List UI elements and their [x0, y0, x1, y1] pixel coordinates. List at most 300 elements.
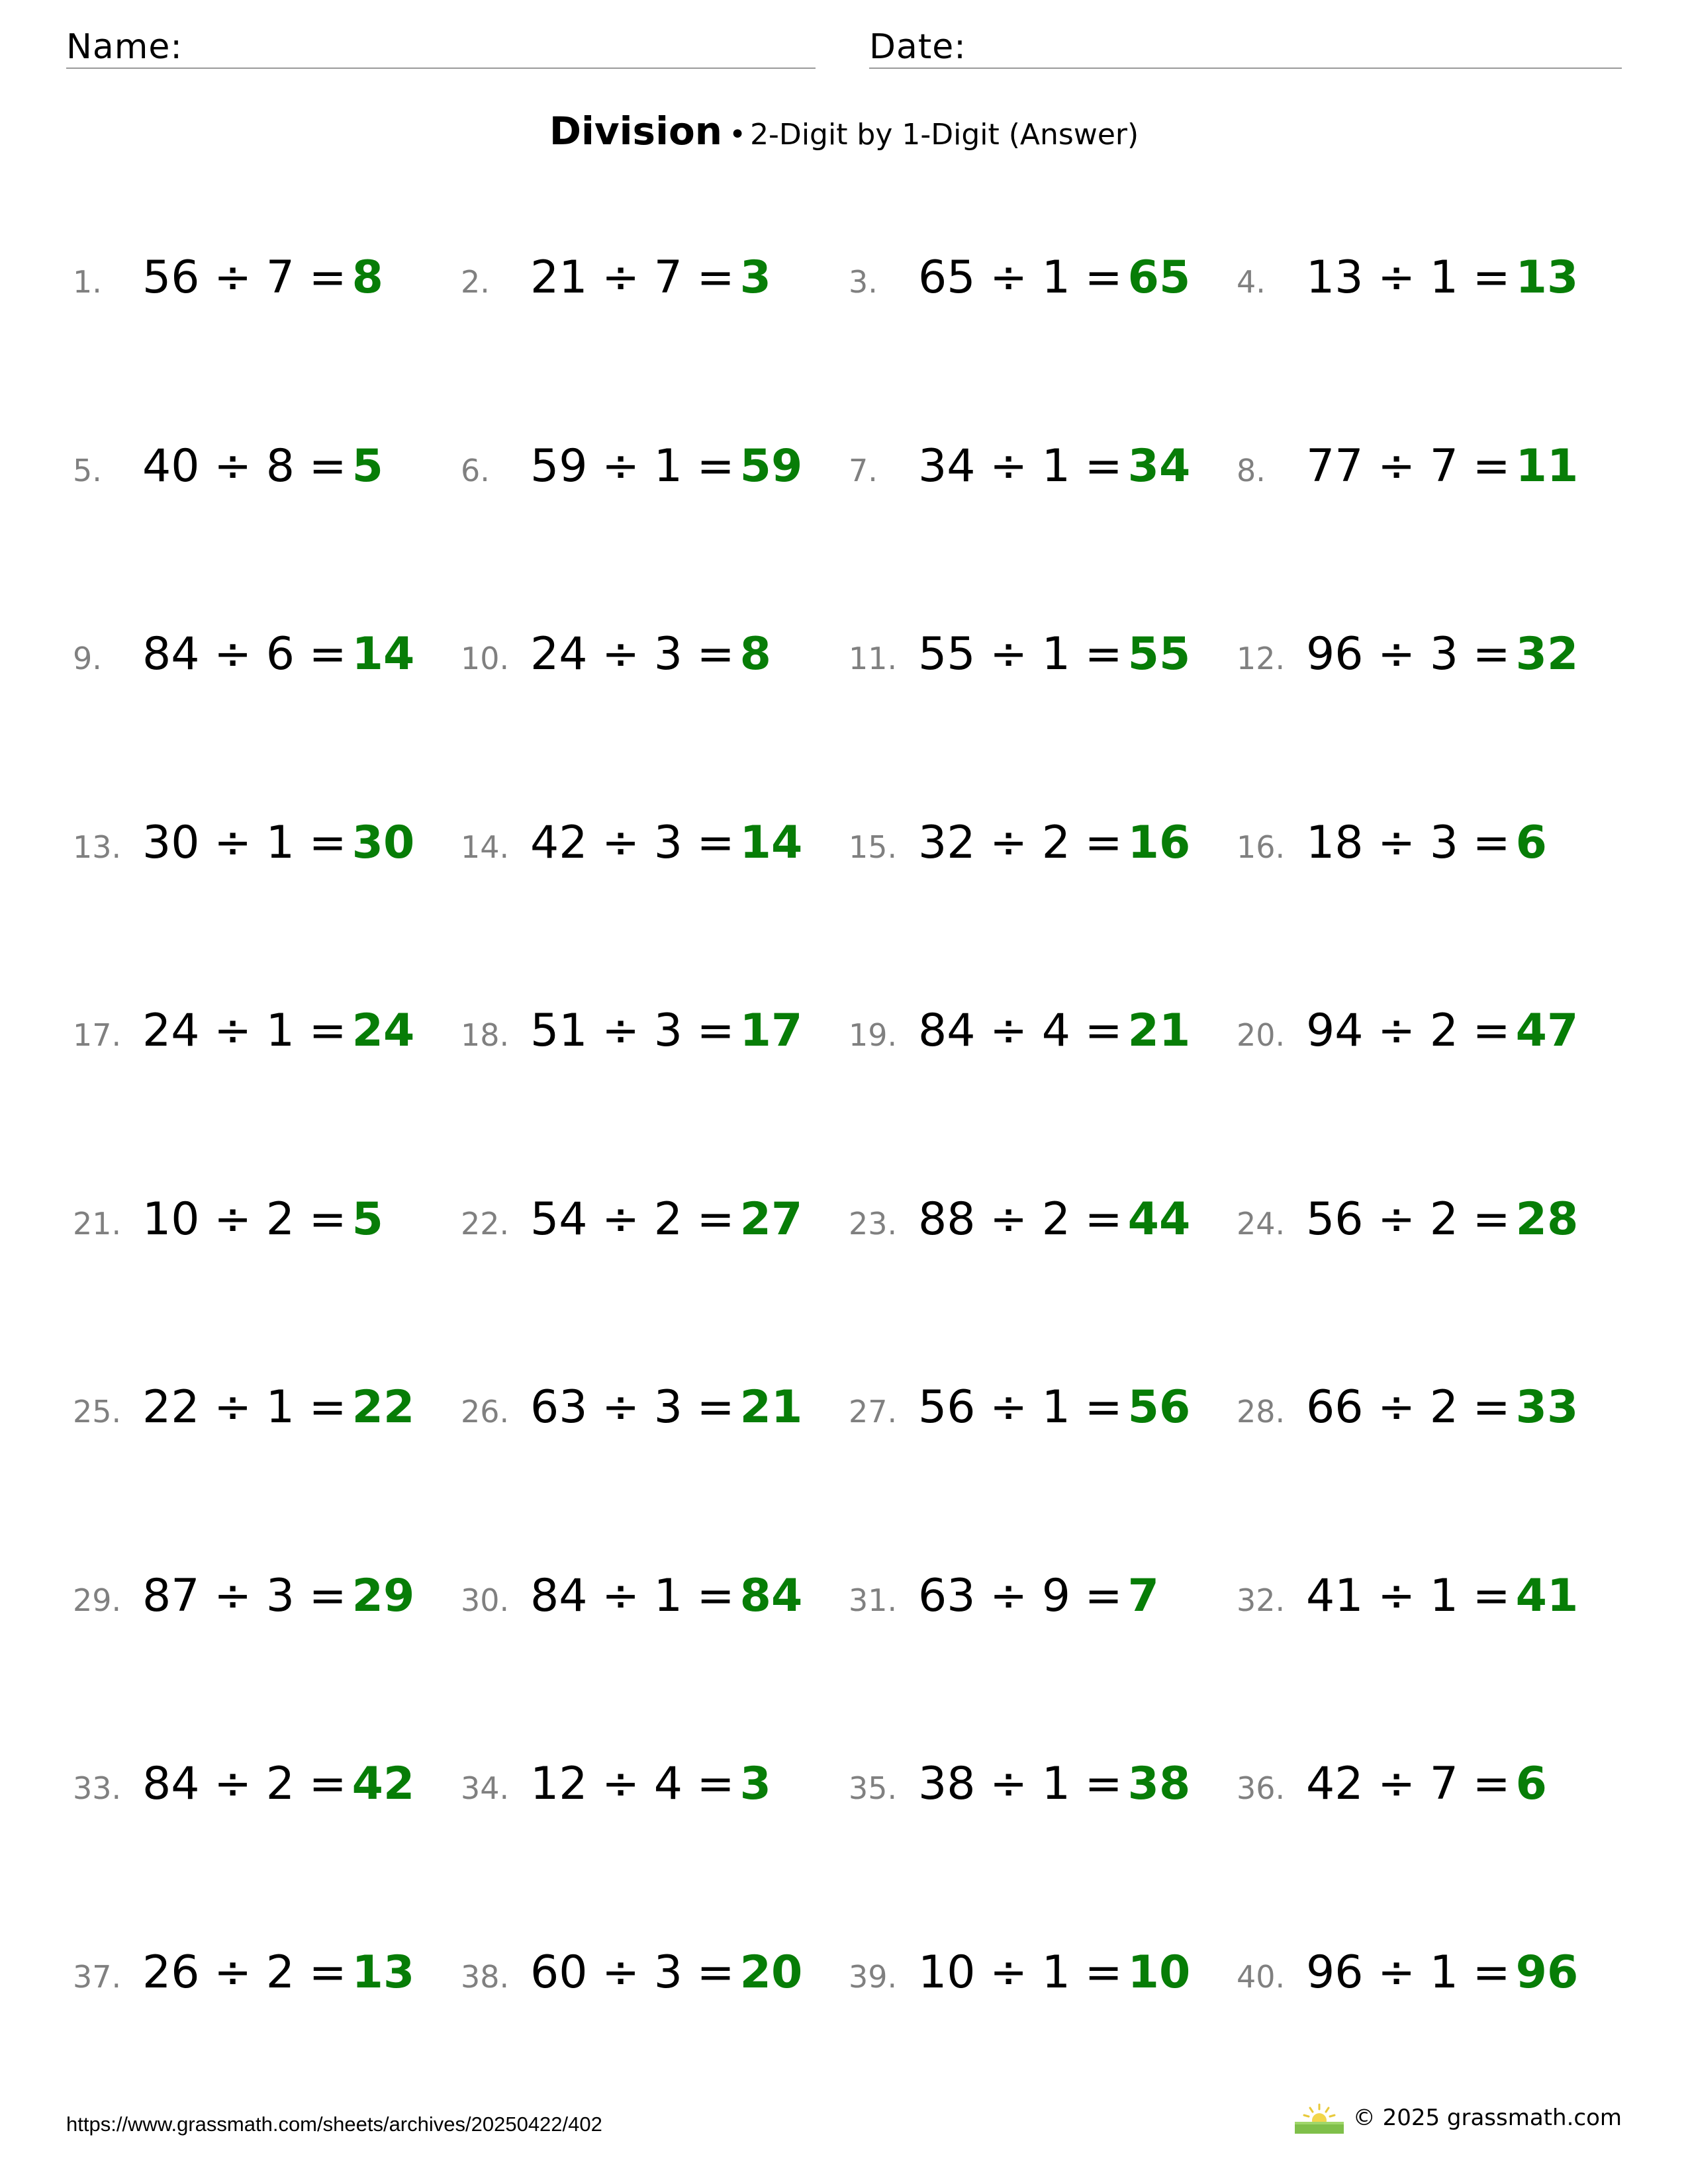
dividend: 34 [918, 439, 976, 492]
problem-answer: 56 [1127, 1381, 1191, 1433]
equals-sign: = [1084, 1193, 1123, 1246]
equals-sign: = [1084, 251, 1123, 304]
divisor: 1 [1041, 439, 1071, 492]
equals-sign: = [696, 816, 735, 869]
title-main: Division [549, 109, 723, 154]
problem-number: 19. [849, 1017, 898, 1053]
problem-expression [530, 817, 735, 869]
divisor: 3 [653, 1005, 683, 1057]
problem-number: 10. [461, 641, 510, 676]
equals-sign: = [696, 1946, 735, 1999]
problem-item [1237, 1946, 1622, 2026]
problem-expression [918, 628, 1123, 680]
equals-sign: = [1472, 251, 1511, 304]
divide-sign: ÷ [990, 1758, 1028, 1810]
divide-sign: ÷ [214, 1946, 252, 1999]
problem-item [461, 628, 849, 707]
title-bullet: • [729, 118, 747, 152]
dividend: 10 [918, 1946, 976, 1999]
date-field[interactable] [869, 26, 1622, 69]
problem-item [73, 1946, 461, 2026]
divide-sign: ÷ [990, 439, 1028, 492]
problem-answer: 22 [352, 1381, 415, 1433]
dividend: 88 [918, 1193, 976, 1246]
equals-sign: = [1084, 1381, 1123, 1433]
divisor: 2 [265, 1193, 295, 1246]
problem-answer: 8 [739, 628, 771, 680]
problem-expression [142, 1570, 347, 1622]
divisor: 8 [265, 439, 295, 492]
problem-item [73, 1193, 461, 1273]
dividend: 60 [530, 1946, 588, 1999]
problem-item [849, 251, 1237, 331]
problem-answer: 8 [352, 251, 383, 304]
dividend: 32 [918, 816, 976, 869]
problem-answer: 14 [739, 816, 803, 869]
problem-answer: 44 [1127, 1193, 1191, 1246]
equals-sign: = [1472, 1569, 1511, 1622]
title-subtitle: 2-Digit by 1-Digit (Answer) [750, 118, 1139, 152]
divisor: 3 [1429, 816, 1459, 869]
problem-expression [142, 1946, 347, 1999]
divide-sign: ÷ [1378, 1569, 1416, 1622]
problem-expression [530, 1946, 735, 1999]
divisor: 1 [1041, 251, 1071, 304]
problem-number: 32. [1237, 1582, 1286, 1618]
problem-expression [530, 1758, 735, 1810]
problem-expression [918, 251, 1123, 304]
problem-expression [918, 1193, 1123, 1246]
problem-item [1237, 628, 1622, 707]
dividend: 87 [142, 1569, 200, 1622]
problem-item [849, 1570, 1237, 1649]
problem-expression [1306, 1570, 1511, 1622]
dividend: 18 [1306, 816, 1364, 869]
problem-expression [530, 1381, 735, 1433]
divisor: 2 [1429, 1005, 1459, 1057]
divisor: 1 [653, 439, 683, 492]
problem-item [461, 1005, 849, 1084]
equals-sign: = [1084, 1005, 1123, 1057]
problem-item [1237, 440, 1622, 520]
equals-sign: = [1472, 1946, 1511, 1999]
problem-number: 27. [849, 1394, 898, 1430]
equals-sign: = [1472, 628, 1511, 680]
date-label: Date: [869, 27, 966, 67]
problem-item [1237, 1570, 1622, 1649]
divide-sign: ÷ [1378, 251, 1416, 304]
problem-answer: 38 [1127, 1758, 1191, 1810]
problem-item [849, 1193, 1237, 1273]
problem-number: 14. [461, 829, 510, 865]
divisor: 1 [265, 1005, 295, 1057]
dividend: 12 [530, 1758, 588, 1810]
problem-expression [530, 440, 735, 492]
problem-answer: 7 [1127, 1569, 1159, 1622]
problem-number: 33. [73, 1770, 122, 1806]
divisor: 1 [1429, 1946, 1459, 1999]
equals-sign: = [308, 251, 347, 304]
problem-expression [918, 1570, 1123, 1622]
dividend: 30 [142, 816, 200, 869]
problem-expression [918, 1946, 1123, 1999]
dividend: 24 [142, 1005, 200, 1057]
problem-answer: 47 [1515, 1005, 1579, 1057]
problem-expression [142, 1381, 347, 1433]
divisor: 4 [653, 1758, 683, 1810]
problem-answer: 6 [1515, 816, 1547, 869]
problem-item [73, 817, 461, 896]
divide-sign: ÷ [214, 1381, 252, 1433]
problems-grid [73, 251, 1622, 2131]
divisor: 3 [653, 628, 683, 680]
divide-sign: ÷ [214, 1193, 252, 1246]
divisor: 1 [265, 1381, 295, 1433]
problem-item [73, 440, 461, 520]
divide-sign: ÷ [214, 1758, 252, 1810]
problem-number: 8. [1237, 452, 1266, 488]
problem-expression [1306, 1005, 1511, 1057]
problem-number: 40. [1237, 1958, 1286, 1995]
problem-answer: 28 [1515, 1193, 1579, 1246]
equals-sign: = [308, 1758, 347, 1810]
equals-sign: = [1472, 439, 1511, 492]
divisor: 3 [1429, 628, 1459, 680]
problem-expression [1306, 1381, 1511, 1433]
equals-sign: = [308, 1381, 347, 1433]
divide-sign: ÷ [1378, 1946, 1416, 1999]
problem-number: 11. [849, 641, 898, 676]
problem-number: 29. [73, 1582, 122, 1618]
problem-expression [142, 628, 347, 680]
problem-number: 39. [849, 1958, 898, 1995]
problem-expression [1306, 817, 1511, 869]
divide-sign: ÷ [1378, 1381, 1416, 1433]
problem-answer: 17 [739, 1005, 803, 1057]
problem-number: 36. [1237, 1770, 1286, 1806]
dividend: 22 [142, 1381, 200, 1433]
divide-sign: ÷ [990, 251, 1028, 304]
divisor: 7 [653, 251, 683, 304]
problem-number: 30. [461, 1582, 510, 1618]
equals-sign: = [308, 1946, 347, 1999]
equals-sign: = [308, 628, 347, 680]
problem-item [461, 440, 849, 520]
divide-sign: ÷ [214, 1005, 252, 1057]
problem-number: 25. [73, 1394, 122, 1430]
problem-item [73, 1758, 461, 1837]
problem-item [1237, 817, 1622, 896]
problem-number: 9. [73, 641, 102, 676]
problem-expression [142, 251, 347, 304]
name-label: Name: [66, 27, 183, 67]
divide-sign: ÷ [214, 628, 252, 680]
worksheet-title [0, 105, 1688, 161]
problem-number: 5. [73, 452, 102, 488]
problem-answer: 5 [352, 439, 383, 492]
divide-sign: ÷ [214, 816, 252, 869]
divisor: 2 [1041, 1193, 1071, 1246]
equals-sign: = [308, 1005, 347, 1057]
problem-number: 18. [461, 1017, 510, 1053]
dividend: 10 [142, 1193, 200, 1246]
dividend: 40 [142, 439, 200, 492]
problem-answer: 24 [352, 1005, 415, 1057]
divisor: 1 [1429, 1569, 1459, 1622]
dividend: 56 [918, 1381, 976, 1433]
problem-number: 16. [1237, 829, 1286, 865]
sun-over-grass-icon [1295, 2102, 1344, 2134]
problem-number: 7. [849, 452, 878, 488]
divisor: 1 [1041, 628, 1071, 680]
problem-item [461, 1946, 849, 2026]
divide-sign: ÷ [602, 251, 640, 304]
problem-expression [918, 817, 1123, 869]
divisor: 6 [265, 628, 295, 680]
problem-answer: 3 [739, 251, 771, 304]
problem-item [73, 628, 461, 707]
problem-expression [142, 1758, 347, 1810]
dividend: 56 [1306, 1193, 1364, 1246]
divisor: 3 [265, 1569, 295, 1622]
dividend: 84 [142, 628, 200, 680]
problem-answer: 65 [1127, 251, 1191, 304]
problem-item [849, 1758, 1237, 1837]
problem-answer: 33 [1515, 1381, 1579, 1433]
divide-sign: ÷ [602, 816, 640, 869]
problem-item [461, 817, 849, 896]
dividend: 51 [530, 1005, 588, 1057]
problem-expression [530, 1570, 735, 1622]
divisor: 2 [1429, 1381, 1459, 1433]
problem-answer: 20 [739, 1946, 803, 1999]
dividend: 63 [918, 1569, 976, 1622]
problem-item [1237, 1381, 1622, 1461]
divisor: 2 [653, 1193, 683, 1246]
divide-sign: ÷ [990, 1946, 1028, 1999]
problem-item [461, 251, 849, 331]
divide-sign: ÷ [1378, 439, 1416, 492]
problem-item [461, 1570, 849, 1649]
problem-number: 24. [1237, 1205, 1286, 1242]
divide-sign: ÷ [602, 1569, 640, 1622]
problem-number: 37. [73, 1958, 122, 1995]
equals-sign: = [308, 816, 347, 869]
dividend: 84 [142, 1758, 200, 1810]
divisor: 9 [1041, 1569, 1071, 1622]
dividend: 59 [530, 439, 588, 492]
equals-sign: = [696, 628, 735, 680]
divisor: 1 [1041, 1946, 1071, 1999]
problem-item [849, 817, 1237, 896]
problem-item [1237, 1758, 1622, 1837]
equals-sign: = [696, 1193, 735, 1246]
dividend: 63 [530, 1381, 588, 1433]
footer-copyright-block [1295, 2102, 1622, 2134]
problem-answer: 5 [352, 1193, 383, 1246]
problem-expression [1306, 628, 1511, 680]
problem-answer: 59 [739, 439, 803, 492]
equals-sign: = [696, 251, 735, 304]
problem-number: 26. [461, 1394, 510, 1430]
problem-number: 1. [73, 264, 102, 300]
dividend: 56 [142, 251, 200, 304]
problem-item [461, 1381, 849, 1461]
equals-sign: = [696, 1381, 735, 1433]
name-field[interactable] [66, 26, 816, 69]
divisor: 3 [653, 816, 683, 869]
equals-sign: = [1472, 1005, 1511, 1057]
problem-number: 13. [73, 829, 122, 865]
divide-sign: ÷ [602, 1381, 640, 1433]
problem-answer: 27 [739, 1193, 803, 1246]
dividend: 94 [1306, 1005, 1364, 1057]
footer-url[interactable]: https://www.grassmath.com/sheets/archives/20250422/402 [66, 2113, 602, 2136]
problem-expression [1306, 1193, 1511, 1246]
problem-answer: 13 [1515, 251, 1579, 304]
problem-item [1237, 251, 1622, 331]
footer-copyright: © 2025 grassmath.com [1352, 2105, 1622, 2131]
problem-item [73, 1005, 461, 1084]
equals-sign: = [1472, 1193, 1511, 1246]
divide-sign: ÷ [602, 1005, 640, 1057]
equals-sign: = [308, 1193, 347, 1246]
divide-sign: ÷ [1378, 1005, 1416, 1057]
problem-answer: 10 [1127, 1946, 1191, 1999]
divide-sign: ÷ [1378, 628, 1416, 680]
problem-number: 28. [1237, 1394, 1286, 1430]
divide-sign: ÷ [602, 1758, 640, 1810]
problem-expression [918, 1758, 1123, 1810]
problem-number: 21. [73, 1205, 122, 1242]
dividend: 42 [530, 816, 588, 869]
equals-sign: = [1084, 628, 1123, 680]
divisor: 3 [653, 1946, 683, 1999]
divisor: 7 [265, 251, 295, 304]
problem-number: 34. [461, 1770, 510, 1806]
problem-number: 2. [461, 264, 490, 300]
problem-number: 23. [849, 1205, 898, 1242]
problem-number: 22. [461, 1205, 510, 1242]
problem-expression [1306, 440, 1511, 492]
dividend: 96 [1306, 1946, 1364, 1999]
problem-answer: 96 [1515, 1946, 1579, 1999]
problem-item [1237, 1005, 1622, 1084]
problem-answer: 42 [352, 1758, 415, 1810]
problem-answer: 41 [1515, 1569, 1579, 1622]
problem-item [461, 1758, 849, 1837]
divide-sign: ÷ [602, 628, 640, 680]
dividend: 84 [918, 1005, 976, 1057]
equals-sign: = [1472, 1381, 1511, 1433]
problem-number: 38. [461, 1958, 510, 1995]
problem-answer: 34 [1127, 439, 1191, 492]
problem-number: 17. [73, 1017, 122, 1053]
problem-answer: 11 [1515, 439, 1579, 492]
problem-item [849, 440, 1237, 520]
dividend: 42 [1306, 1758, 1364, 1810]
dividend: 13 [1306, 251, 1364, 304]
divide-sign: ÷ [1378, 816, 1416, 869]
problem-item [73, 251, 461, 331]
dividend: 65 [918, 251, 976, 304]
problem-number: 35. [849, 1770, 898, 1806]
problem-number: 20. [1237, 1017, 1286, 1053]
dividend: 41 [1306, 1569, 1364, 1622]
dividend: 54 [530, 1193, 588, 1246]
dividend: 84 [530, 1569, 588, 1622]
problem-expression [530, 628, 735, 680]
divide-sign: ÷ [214, 439, 252, 492]
equals-sign: = [1084, 816, 1123, 869]
problem-answer: 14 [352, 628, 415, 680]
divide-sign: ÷ [1378, 1193, 1416, 1246]
problem-number: 6. [461, 452, 490, 488]
divisor: 1 [1429, 251, 1459, 304]
divisor: 2 [265, 1946, 295, 1999]
divide-sign: ÷ [602, 1193, 640, 1246]
divisor: 1 [1041, 1758, 1071, 1810]
problem-number: 12. [1237, 641, 1286, 676]
problem-item [73, 1381, 461, 1461]
problem-answer: 13 [352, 1946, 415, 1999]
dividend: 24 [530, 628, 588, 680]
divide-sign: ÷ [990, 1381, 1028, 1433]
divisor: 2 [265, 1758, 295, 1810]
equals-sign: = [696, 1005, 735, 1057]
problem-item [849, 1005, 1237, 1084]
divide-sign: ÷ [990, 1569, 1028, 1622]
problem-item [1237, 1193, 1622, 1273]
problem-expression [530, 1193, 735, 1246]
divisor: 2 [1429, 1193, 1459, 1246]
problem-answer: 84 [739, 1569, 803, 1622]
problem-expression [918, 440, 1123, 492]
problem-expression [1306, 1946, 1511, 1999]
dividend: 77 [1306, 439, 1364, 492]
equals-sign: = [696, 1569, 735, 1622]
divide-sign: ÷ [990, 628, 1028, 680]
dividend: 55 [918, 628, 976, 680]
problem-number: 4. [1237, 264, 1266, 300]
problem-number: 31. [849, 1582, 898, 1618]
equals-sign: = [1084, 439, 1123, 492]
equals-sign: = [308, 439, 347, 492]
problem-expression [918, 1381, 1123, 1433]
dividend: 38 [918, 1758, 976, 1810]
problem-expression [918, 1005, 1123, 1057]
problem-answer: 21 [1127, 1005, 1191, 1057]
problem-answer: 30 [352, 816, 415, 869]
problem-item [461, 1193, 849, 1273]
problem-expression [1306, 251, 1511, 304]
problem-answer: 6 [1515, 1758, 1547, 1810]
problem-answer: 16 [1127, 816, 1191, 869]
problem-expression [142, 817, 347, 869]
problem-expression [530, 1005, 735, 1057]
problem-answer: 21 [739, 1381, 803, 1433]
problem-expression [142, 1005, 347, 1057]
divisor: 7 [1429, 439, 1459, 492]
divide-sign: ÷ [990, 1005, 1028, 1057]
problem-answer: 29 [352, 1569, 415, 1622]
problem-expression [530, 251, 735, 304]
equals-sign: = [1472, 816, 1511, 869]
equals-sign: = [1084, 1569, 1123, 1622]
problem-item [73, 1570, 461, 1649]
divisor: 1 [265, 816, 295, 869]
divide-sign: ÷ [602, 439, 640, 492]
